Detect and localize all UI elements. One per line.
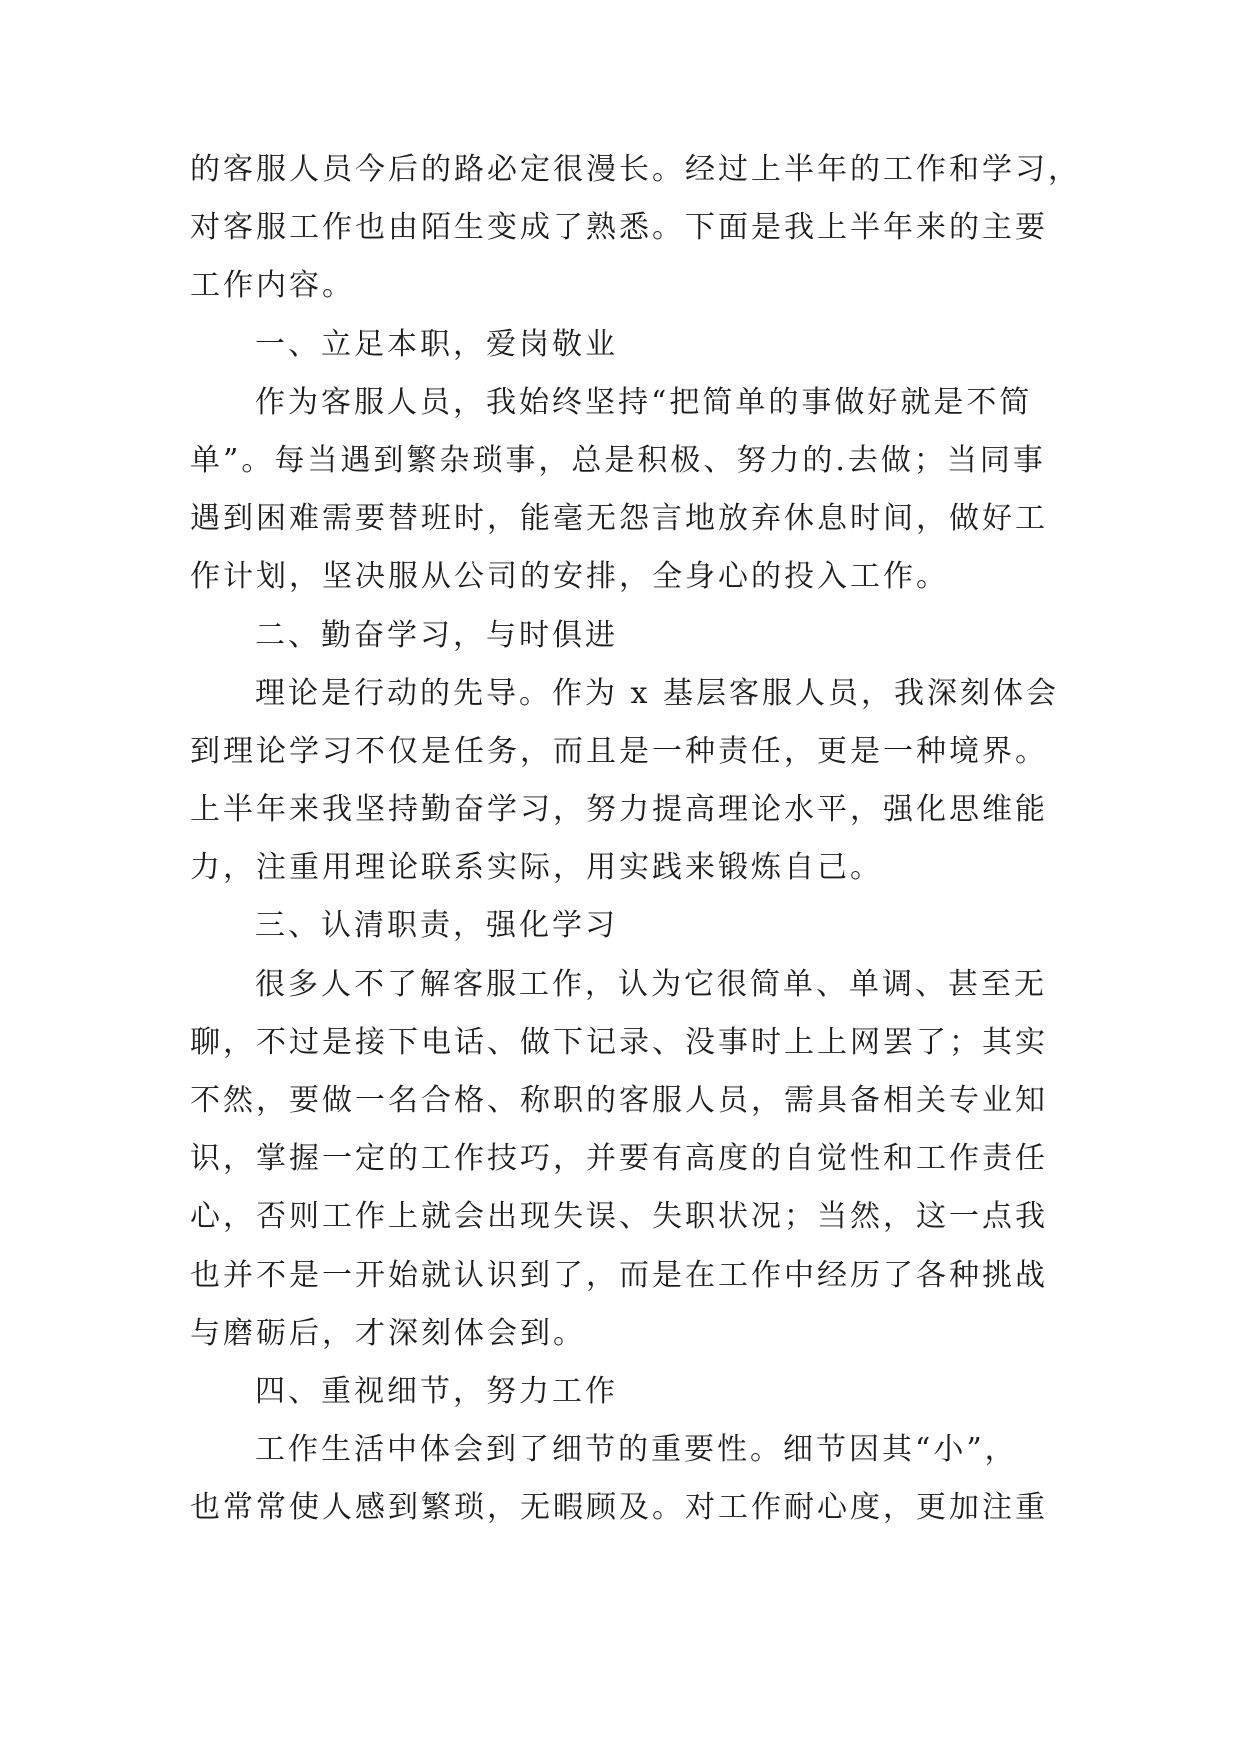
section-heading: [190, 1363, 1150, 1421]
text-line: 到理论学习不仅是任务，而且是一种责任，更是一种境界。: [190, 733, 1048, 769]
text-line: 理论是行动的先导。作为 x 基层客服人员，我深刻体会: [255, 675, 1059, 711]
text-line: 作计划，坚决服从公司的安排，全身心的投入工作。: [190, 559, 949, 595]
text-line: 心，否则工作上就会出现失误、失职状况；当然，这一点我: [190, 1199, 1048, 1235]
paragraph: [190, 374, 1150, 607]
text-line: 单”。每当遇到繁杂琐事，总是积极、努力的.去做；当同事: [190, 442, 1046, 478]
section-heading-text: 四、重视细节，努力工作: [255, 1373, 618, 1409]
section-heading-text: 一、立足本职，爱岗敬业: [255, 326, 618, 362]
text-line: 遇到困难需要替班时，能毫无怨言地放弃休息时间，做好工: [190, 501, 1048, 537]
text-line: 聊，不过是接下电话、做下记录、没事时上上网罢了；其实: [190, 1024, 1048, 1060]
paragraph: [190, 1421, 1150, 1537]
text-line: 工作生活中体会到了细节的重要性。细节因其“小”，: [255, 1432, 1018, 1468]
paragraph: [190, 665, 1150, 898]
text-line: 与磨砺后，才深刻体会到。: [190, 1315, 586, 1351]
text-line: 很多人不了解客服工作，认为它很简单、单调、甚至无: [255, 966, 1047, 1002]
text-line: 不然，要做一名合格、称职的客服人员，需具备相关专业知: [190, 1083, 1048, 1118]
section-heading: [190, 897, 1150, 955]
text-line: 作为客服人员，我始终坚持“把简单的事做好就是不简: [255, 384, 1033, 420]
section-heading-text: 三、认清职责，强化学习: [255, 908, 618, 944]
paragraph: [190, 141, 1150, 316]
section-heading: [190, 316, 1150, 374]
text-line: 也并不是一开始就认识到了，而是在工作中经历了各种挑战: [190, 1257, 1048, 1293]
text-line: 工作内容。: [190, 268, 355, 304]
document-body: [190, 141, 1150, 1538]
text-line: 识，掌握一定的工作技巧，并要有高度的自觉性和工作责任: [190, 1141, 1048, 1177]
text-line: 的客服人员今后的路必定很漫长。经过上半年的工作和学习，: [190, 152, 1081, 187]
text-line: 力，注重用理论联系实际，用实践来锻炼自己。: [190, 850, 883, 886]
section-heading-text: 二、勤奋学习，与时俱进: [255, 617, 618, 653]
section-heading: [190, 607, 1150, 665]
text-line: 也常常使人感到繁琐，无暇顾及。对工作耐心度，更加注重: [190, 1490, 1048, 1526]
text-line: 上半年来我坚持勤奋学习，努力提高理论水平，强化思维能: [190, 792, 1048, 828]
text-line: 对客服工作也由陌生变成了熟悉。下面是我上半年来的主要: [190, 210, 1048, 246]
paragraph: [190, 956, 1150, 1363]
